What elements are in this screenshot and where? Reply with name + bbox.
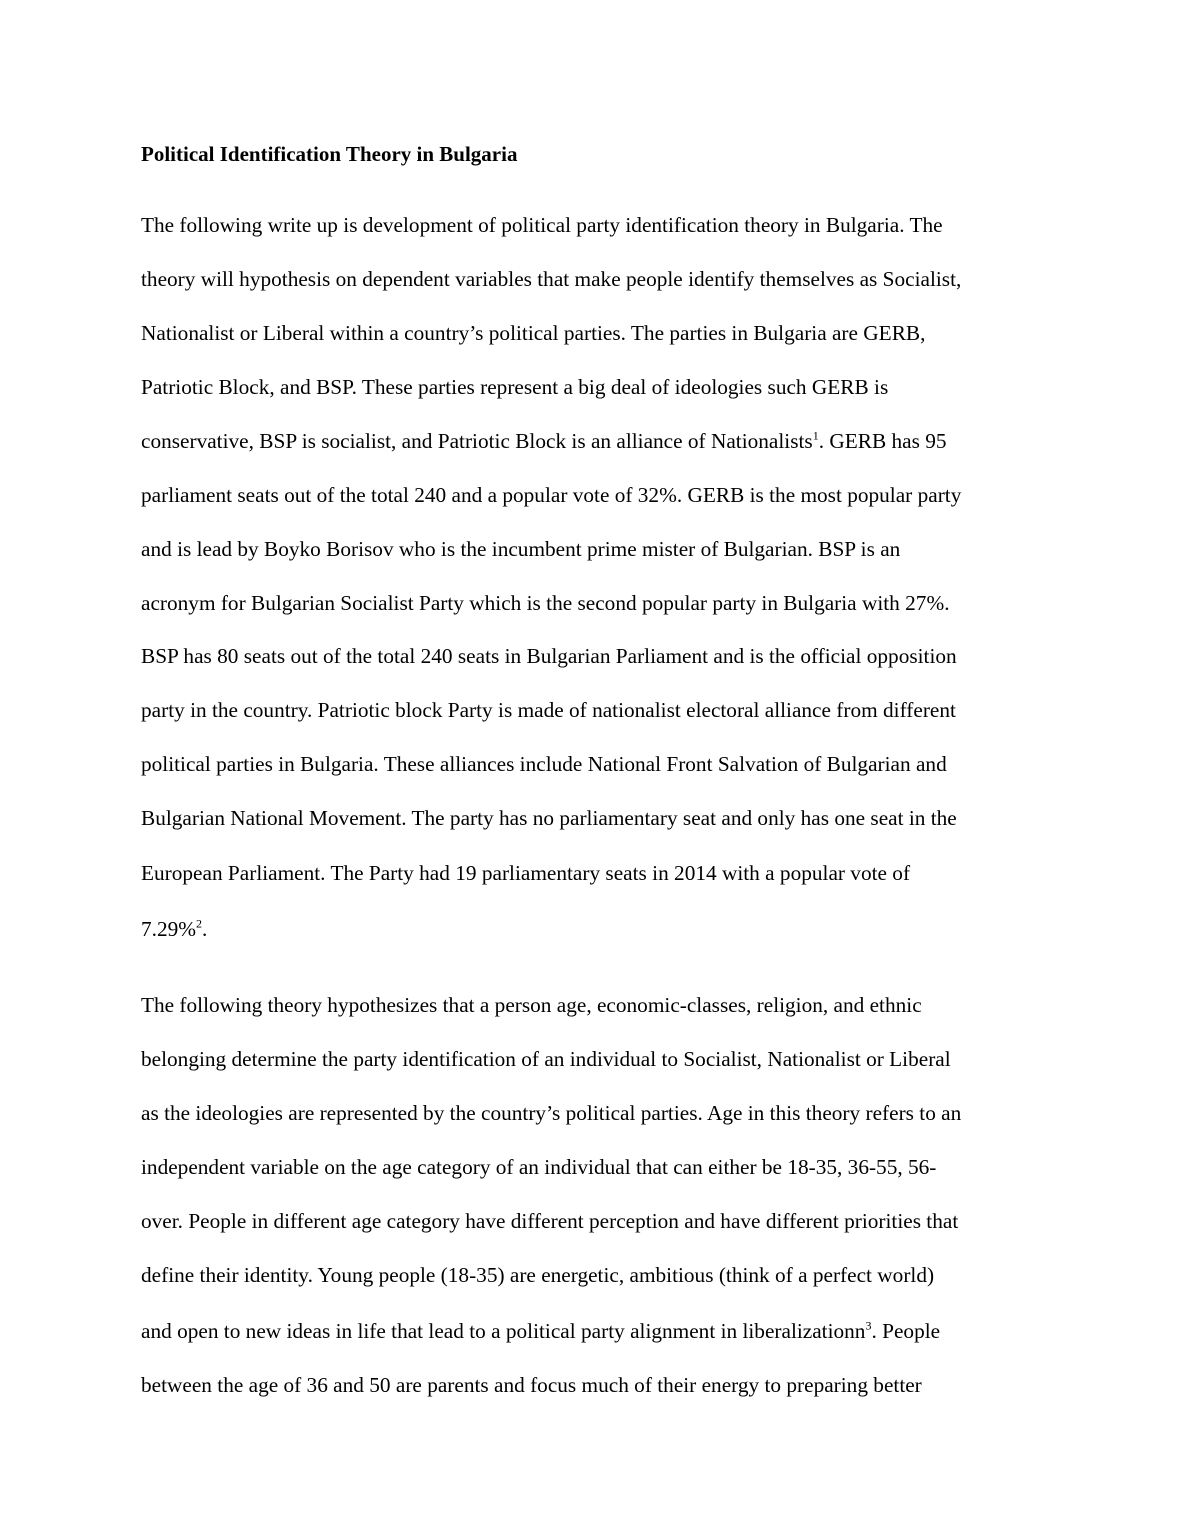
text-line: parliament seats out of the total 240 and a popular vote of 32%. GERB is the most popular party [141,483,962,507]
text-line: as the ideologies are represented by the country’s political parties. Age in this theory refers to an [141,1101,962,1125]
text-line: BSP has 80 seats out of the total 240 seats in Bulgarian Parliament and is the official opposition [141,644,957,668]
text-segment: . GERB has 95 [818,429,947,453]
footnote-marker[interactable]: 3 [865,1318,872,1333]
text-segment: . [202,917,208,941]
text-line: European Parliament. The Party had 19 parliamentary seats in 2014 with a popular vote of [141,861,911,885]
text-line: over. People in different age category have different perception and have different priorities that [141,1209,959,1233]
text-line: define their identity. Young people (18-35) are energetic, ambitious (think of a perfect world) [141,1263,935,1287]
footnote-marker[interactable]: 2 [196,916,203,931]
text-segment: . People [871,1319,941,1343]
text-segment: 7.29% [141,917,197,941]
text-line: party in the country. Patriotic block Party is made of nationalist electoral alliance from different [141,698,956,722]
text-line [141,915,207,943]
text-line: theory will hypothesis on dependent variables that make people identify themselves as Socialist, [141,267,962,291]
text-line: Nationalist or Liberal within a country’s political parties. The parties in Bulgaria are GERB, [141,321,926,345]
text-line: and is lead by Boyko Borisov who is the incumbent prime mister of Bulgarian. BSP is an [141,537,901,561]
text-line: belonging determine the party identification of an individual to Socialist, Nationalist or Liberal [141,1047,951,1071]
text-line: between the age of 36 and 50 are parents and focus much of their energy to preparing better [141,1373,922,1397]
text-line: Patriotic Block, and BSP. These parties represent a big deal of ideologies such GERB is [141,375,889,399]
text-segment: conservative, BSP is socialist, and Patriotic Block is an alliance of Nationalists [141,429,813,453]
text-line [141,427,947,455]
text-segment: and open to new ideas in life that lead to a political party alignment in liberalizationn [141,1319,866,1343]
text-line: The following write up is development of political party identification theory in Bulgaria. The [141,213,943,237]
document-title: Political Identification Theory in Bulgaria [141,142,518,166]
text-line: political parties in Bulgaria. These alliances include National Front Salvation of Bulgarian and [141,752,947,776]
text-line: Bulgarian National Movement. The party has no parliamentary seat and only has one seat in the [141,806,957,830]
footnote-marker[interactable]: 1 [812,428,819,443]
text-line [141,1317,940,1345]
text-line: acronym for Bulgarian Socialist Party which is the second popular party in Bulgaria with 27%. [141,591,950,615]
text-line: The following theory hypothesizes that a person age, economic-classes, religion, and ethnic [141,993,922,1017]
text-line: independent variable on the age category of an individual that can either be 18-35, 36-55, 56- [141,1155,937,1179]
